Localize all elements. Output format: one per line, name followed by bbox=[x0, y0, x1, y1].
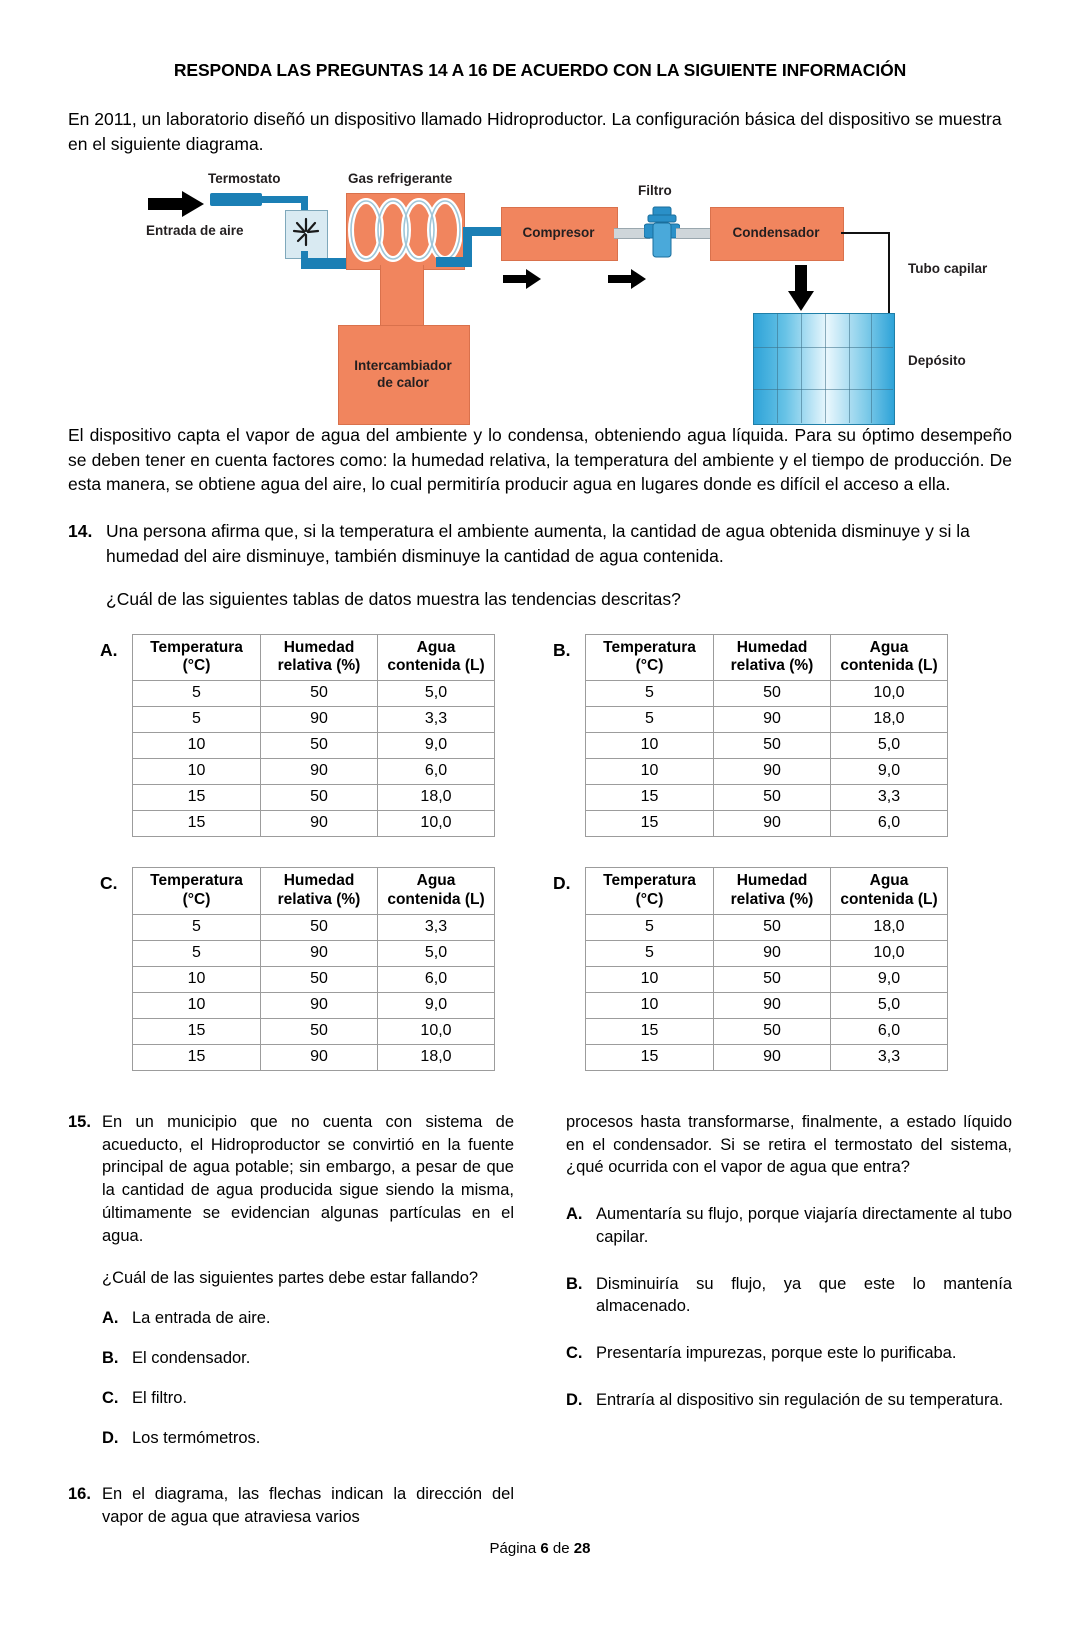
cell-hum: 90 bbox=[714, 940, 831, 966]
question-14 bbox=[68, 519, 1012, 569]
cell-temp: 5 bbox=[586, 914, 714, 940]
label-compresor: Compresor bbox=[522, 224, 595, 240]
table-d bbox=[585, 867, 948, 1071]
cell-hum: 90 bbox=[714, 1044, 831, 1070]
heat-exchanger-neck bbox=[380, 265, 424, 328]
table-row bbox=[586, 914, 948, 940]
cell-agua: 6,0 bbox=[831, 1018, 948, 1044]
cell-agua: 9,0 bbox=[831, 966, 948, 992]
table-a-letter: A. bbox=[100, 639, 118, 660]
label-deposito: Depósito bbox=[908, 352, 966, 368]
refrigerant-coil-icon bbox=[348, 197, 462, 263]
thermostat-pipe bbox=[210, 193, 262, 206]
left-column bbox=[68, 1111, 514, 1449]
air-inlet-arrow-icon bbox=[148, 191, 204, 217]
table-row bbox=[133, 785, 495, 811]
cell-agua: 9,0 bbox=[378, 992, 495, 1018]
capillary-tube-line-v bbox=[888, 232, 890, 314]
label-filtro: Filtro bbox=[638, 182, 672, 198]
cell-hum: 50 bbox=[714, 914, 831, 940]
question-15-subtext: ¿Cuál de las siguientes partes debe estar fallando? bbox=[102, 1269, 479, 1288]
cell-hum: 90 bbox=[261, 707, 378, 733]
table-header-row bbox=[586, 634, 948, 681]
cell-hum: 50 bbox=[261, 1018, 378, 1044]
option-letter: A. bbox=[566, 1205, 583, 1224]
cell-agua: 3,3 bbox=[831, 785, 948, 811]
header-hum-line1: Humedad bbox=[283, 638, 355, 656]
table-row bbox=[586, 1044, 948, 1070]
tables-row-cd bbox=[68, 867, 1012, 1071]
filter-flow-arrow-icon bbox=[608, 269, 646, 289]
table-row bbox=[133, 811, 495, 837]
header-temp-line2: (°C) bbox=[182, 657, 211, 675]
tank-grid-lines bbox=[753, 313, 893, 423]
cell-hum: 50 bbox=[261, 966, 378, 992]
footer-total-pages: 28 bbox=[573, 1540, 591, 1557]
footer-prefix: Página bbox=[489, 1540, 541, 1557]
question-16 bbox=[68, 1483, 514, 1529]
option-letter: C. bbox=[566, 1344, 583, 1363]
questions-two-column bbox=[68, 1111, 1012, 1449]
cell-temp: 15 bbox=[133, 785, 261, 811]
cell-agua: 3,3 bbox=[378, 707, 495, 733]
cell-temp: 5 bbox=[133, 681, 261, 707]
header-temp-line2: (°C) bbox=[635, 890, 664, 908]
cell-hum: 50 bbox=[261, 681, 378, 707]
header-temp-line1: Temperatura bbox=[150, 872, 243, 890]
question-14-number: 14. bbox=[68, 521, 93, 542]
header-agua-line1: Agua bbox=[869, 638, 909, 656]
question-continuation-text: procesos hasta transformarse, finalmente, a estado líquido en el condensador. Si se retira el termostato del sistema, ¿qué ocurrida con el vapor de agua que entra? bbox=[566, 1112, 1012, 1177]
pipe-to-compressor bbox=[463, 227, 503, 236]
question-15-option-c[interactable] bbox=[68, 1387, 514, 1410]
header-humedad bbox=[714, 634, 831, 681]
header-temperatura bbox=[586, 868, 714, 915]
header-hum-line2: relativa (%) bbox=[277, 890, 361, 908]
header-agua-line2: contenida (L) bbox=[387, 890, 485, 908]
header-temperatura bbox=[586, 634, 714, 681]
label-gas-refrigerante: Gas refrigerante bbox=[348, 170, 453, 186]
condensate-down-arrow-icon bbox=[788, 265, 814, 311]
cell-hum: 50 bbox=[261, 914, 378, 940]
cell-temp: 15 bbox=[586, 811, 714, 837]
table-row bbox=[133, 707, 495, 733]
cell-agua: 18,0 bbox=[831, 914, 948, 940]
cell-agua: 10,0 bbox=[831, 681, 948, 707]
table-row bbox=[133, 733, 495, 759]
continuation-option-c[interactable] bbox=[566, 1342, 1012, 1365]
label-termostato: Termostato bbox=[208, 170, 281, 186]
table-row bbox=[586, 681, 948, 707]
cell-agua: 5,0 bbox=[378, 940, 495, 966]
option-text: El condensador. bbox=[132, 1349, 251, 1367]
pipe-filter-to-condenser bbox=[676, 228, 712, 239]
intercambiador-line1: Intercambiador bbox=[354, 357, 452, 373]
header-hum-line1: Humedad bbox=[283, 872, 355, 890]
tables-row-ab bbox=[68, 634, 1012, 838]
table-d-letter: D. bbox=[553, 873, 571, 894]
option-table-a[interactable] bbox=[100, 634, 495, 838]
header-temp-line1: Temperatura bbox=[603, 638, 696, 656]
cell-hum: 50 bbox=[714, 966, 831, 992]
table-header-row bbox=[133, 634, 495, 681]
footer-middle: de bbox=[548, 1540, 574, 1557]
footer-page-number: 6 bbox=[540, 1540, 549, 1557]
device-description-paragraph: El dispositivo capta el vapor de agua del ambiente y lo condensa, obteniendo agua líquida. Para su óptimo desempeño se deben tener en cuenta factores como: la humedad relativa, la temperatura del ambiente y el tiempo de producción. De esta manera, se obtiene agua del aire, lo cual permitiría producir agua en lugares donde es difícil el acceso a ella. bbox=[68, 424, 1012, 495]
cell-agua: 18,0 bbox=[378, 1044, 495, 1070]
cell-temp: 10 bbox=[586, 992, 714, 1018]
cell-temp: 5 bbox=[133, 940, 261, 966]
page-content bbox=[68, 60, 1012, 1529]
header-temp-line2: (°C) bbox=[635, 657, 664, 675]
table-row bbox=[133, 759, 495, 785]
cell-agua: 6,0 bbox=[378, 759, 495, 785]
table-b bbox=[585, 634, 948, 838]
cell-agua: 5,0 bbox=[378, 681, 495, 707]
intercambiador-line2: de calor bbox=[377, 375, 429, 391]
option-table-d[interactable] bbox=[553, 867, 948, 1071]
cell-agua: 10,0 bbox=[378, 1018, 495, 1044]
cell-hum: 90 bbox=[714, 992, 831, 1018]
table-row bbox=[133, 914, 495, 940]
cell-temp: 15 bbox=[586, 1018, 714, 1044]
continuation-option-d[interactable] bbox=[566, 1389, 1012, 1412]
table-row bbox=[133, 1044, 495, 1070]
table-header-row bbox=[586, 868, 948, 915]
header-humedad bbox=[261, 868, 378, 915]
header-agua-line1: Agua bbox=[416, 638, 456, 656]
header-agua-line2: contenida (L) bbox=[840, 890, 938, 908]
label-condensador: Condensador bbox=[732, 224, 820, 240]
question-16-text: En el diagrama, las flechas indican la dirección del vapor de agua que atraviesa varios bbox=[102, 1485, 514, 1527]
option-text: Aumentaría su flujo, porque viajaría directamente al tubo capilar. bbox=[596, 1205, 1012, 1246]
cell-hum: 90 bbox=[714, 707, 831, 733]
table-row bbox=[586, 707, 948, 733]
header-hum-line2: relativa (%) bbox=[277, 657, 361, 675]
page-footer bbox=[0, 1540, 1080, 1557]
cell-agua: 5,0 bbox=[831, 733, 948, 759]
cell-agua: 18,0 bbox=[378, 785, 495, 811]
table-c bbox=[132, 867, 495, 1071]
cell-agua: 9,0 bbox=[831, 759, 948, 785]
filter-icon bbox=[644, 205, 680, 261]
table-row bbox=[586, 811, 948, 837]
cell-hum: 50 bbox=[714, 1018, 831, 1044]
cell-hum: 90 bbox=[261, 1044, 378, 1070]
cell-hum: 50 bbox=[714, 733, 831, 759]
cell-hum: 50 bbox=[714, 785, 831, 811]
header-agua bbox=[378, 868, 495, 915]
table-row bbox=[133, 1018, 495, 1044]
header-temp-line1: Temperatura bbox=[150, 638, 243, 656]
cell-hum: 90 bbox=[261, 992, 378, 1018]
cell-agua: 18,0 bbox=[831, 707, 948, 733]
cell-temp: 15 bbox=[133, 1018, 261, 1044]
cell-temp: 15 bbox=[133, 811, 261, 837]
header-hum-line2: relativa (%) bbox=[730, 657, 814, 675]
option-text: Los termómetros. bbox=[132, 1428, 261, 1447]
option-table-c[interactable] bbox=[100, 867, 495, 1071]
header-temperatura bbox=[133, 868, 261, 915]
cell-agua: 3,3 bbox=[831, 1044, 948, 1070]
option-letter: D. bbox=[102, 1428, 119, 1447]
cell-hum: 90 bbox=[714, 811, 831, 837]
header-hum-line1: Humedad bbox=[736, 638, 808, 656]
table-row bbox=[586, 992, 948, 1018]
intro-paragraph: En 2011, un laboratorio diseñó un dispositivo llamado Hidroproductor. La configuración básica del dispositivo se muestra en el siguiente diagrama. bbox=[68, 109, 1002, 154]
option-table-b[interactable] bbox=[553, 634, 948, 838]
question-15-option-d[interactable] bbox=[68, 1427, 514, 1450]
table-row bbox=[586, 759, 948, 785]
page-title: RESPONDA LAS PREGUNTAS 14 A 16 DE ACUERDO CON LA SIGUIENTE INFORMACIÓN bbox=[173, 60, 907, 80]
header-agua-line2: contenida (L) bbox=[840, 657, 938, 675]
option-letter: B. bbox=[566, 1274, 583, 1293]
table-row bbox=[133, 966, 495, 992]
question-15-option-a[interactable] bbox=[68, 1307, 514, 1330]
cell-temp: 5 bbox=[586, 681, 714, 707]
header-hum-line2: relativa (%) bbox=[730, 890, 814, 908]
table-row bbox=[586, 785, 948, 811]
table-row bbox=[133, 681, 495, 707]
cell-agua: 6,0 bbox=[378, 966, 495, 992]
option-letter: A. bbox=[102, 1309, 119, 1328]
cell-agua: 10,0 bbox=[831, 940, 948, 966]
question-14-subtext: ¿Cuál de las siguientes tablas de datos muestra las tendencias descritas? bbox=[106, 588, 681, 609]
cell-hum: 90 bbox=[261, 811, 378, 837]
cell-temp: 5 bbox=[586, 940, 714, 966]
question-16-number: 16. bbox=[68, 1485, 91, 1504]
cell-hum: 50 bbox=[714, 681, 831, 707]
label-intercambiador-de-calor bbox=[338, 357, 468, 392]
table-row bbox=[586, 966, 948, 992]
option-letter: D. bbox=[566, 1391, 583, 1409]
cell-temp: 5 bbox=[133, 914, 261, 940]
option-letter: B. bbox=[102, 1349, 119, 1367]
table-row bbox=[133, 992, 495, 1018]
table-row bbox=[133, 940, 495, 966]
cell-temp: 15 bbox=[133, 1044, 261, 1070]
question-15-option-b[interactable] bbox=[68, 1347, 514, 1370]
question-14-text: Una persona afirma que, si la temperatura el ambiente aumenta, la cantidad de agua obtenida disminuye y si la humedad del aire disminuye, también disminuye la cantidad de agua contenida. bbox=[106, 521, 970, 567]
cell-hum: 50 bbox=[261, 733, 378, 759]
cell-agua: 9,0 bbox=[378, 733, 495, 759]
header-hum-line1: Humedad bbox=[736, 872, 808, 890]
right-column bbox=[566, 1111, 1012, 1449]
cell-temp: 10 bbox=[133, 966, 261, 992]
header-agua-line2: contenida (L) bbox=[387, 657, 485, 675]
label-tubo-capilar: Tubo capilar bbox=[908, 260, 988, 276]
table-c-letter: C. bbox=[100, 873, 118, 894]
cell-temp: 10 bbox=[586, 966, 714, 992]
table-b-letter: B. bbox=[553, 639, 571, 660]
option-text: El filtro. bbox=[132, 1388, 188, 1407]
cell-temp: 15 bbox=[586, 1044, 714, 1070]
table-header-row bbox=[133, 868, 495, 915]
capillary-tube-line-h bbox=[841, 232, 890, 234]
cell-hum: 90 bbox=[261, 940, 378, 966]
continuation-option-a[interactable] bbox=[566, 1203, 1012, 1249]
compressor-flow-arrow-icon bbox=[503, 269, 541, 289]
header-temperatura bbox=[133, 634, 261, 681]
header-temp-line2: (°C) bbox=[182, 890, 211, 908]
cell-temp: 15 bbox=[586, 785, 714, 811]
cell-temp: 10 bbox=[133, 992, 261, 1018]
header-agua bbox=[831, 868, 948, 915]
header-humedad bbox=[714, 868, 831, 915]
table-row bbox=[586, 940, 948, 966]
table-a bbox=[132, 634, 495, 838]
cell-temp: 5 bbox=[133, 707, 261, 733]
option-text: Entraría al dispositivo sin regulación de su temperatura. bbox=[596, 1391, 1004, 1409]
question-15 bbox=[68, 1111, 514, 1248]
cell-temp: 10 bbox=[133, 733, 261, 759]
cell-temp: 10 bbox=[586, 733, 714, 759]
cell-agua: 5,0 bbox=[831, 992, 948, 1018]
hidroproductor-diagram bbox=[68, 165, 1012, 423]
cell-temp: 10 bbox=[133, 759, 261, 785]
cell-hum: 90 bbox=[714, 759, 831, 785]
header-agua bbox=[831, 634, 948, 681]
cell-agua: 10,0 bbox=[378, 811, 495, 837]
option-text: Disminuiría su flujo, ya que este lo mantenía almacenado. bbox=[596, 1274, 1012, 1316]
option-text: Presentaría impurezas, porque este lo purificaba. bbox=[596, 1344, 957, 1363]
table-row bbox=[586, 1018, 948, 1044]
cell-agua: 6,0 bbox=[831, 811, 948, 837]
continuation-option-b[interactable] bbox=[566, 1273, 1012, 1319]
header-agua bbox=[378, 634, 495, 681]
cell-temp: 10 bbox=[586, 759, 714, 785]
cell-temp: 5 bbox=[586, 707, 714, 733]
header-temp-line1: Temperatura bbox=[603, 872, 696, 890]
cell-agua: 3,3 bbox=[378, 914, 495, 940]
cell-hum: 50 bbox=[261, 785, 378, 811]
cell-hum: 90 bbox=[261, 759, 378, 785]
question-15-number: 15. bbox=[68, 1112, 91, 1131]
header-agua-line1: Agua bbox=[869, 872, 909, 890]
header-agua-line1: Agua bbox=[416, 872, 456, 890]
option-text: La entrada de aire. bbox=[132, 1309, 271, 1328]
question-15-text: En un municipio que no cuenta con sistema de acueducto, el Hidroproductor se convirtió en la fuente principal de agua potable; sin embargo, a pesar de que la cantidad de agua producida sigue siendo la misma, últimamente se evidencian algunas partículas en el agua. bbox=[102, 1112, 514, 1245]
option-letter: C. bbox=[102, 1388, 119, 1407]
table-row bbox=[586, 733, 948, 759]
label-entrada-de-aire: Entrada de aire bbox=[146, 222, 244, 238]
header-humedad bbox=[261, 634, 378, 681]
